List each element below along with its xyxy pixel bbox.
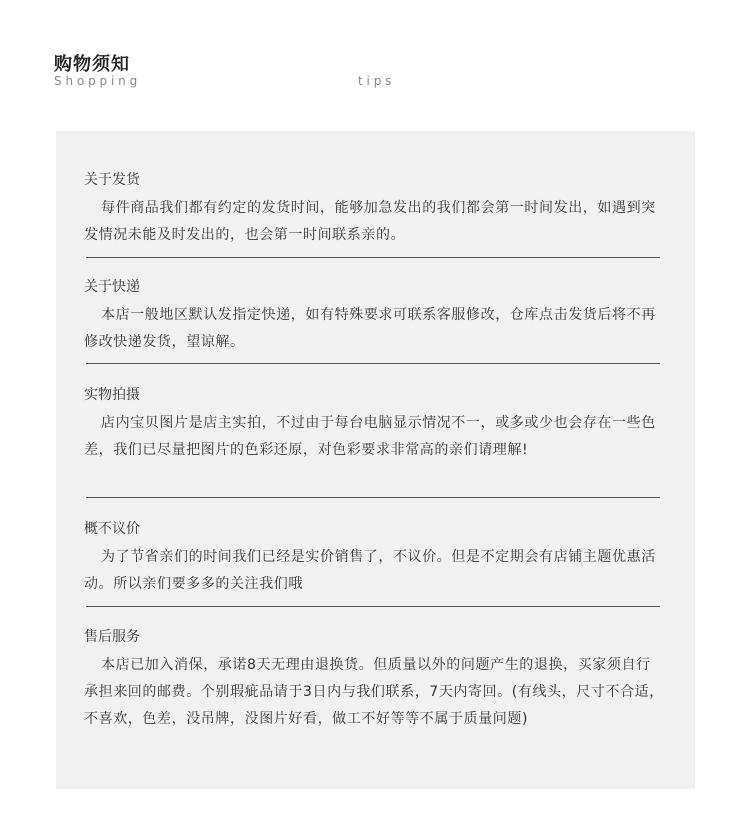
section-heading: 概不议价 — [84, 521, 140, 537]
subtitle-letter: S — [54, 74, 62, 88]
section-body: 为了节省亲们的时间我们已经是实价销售了，不议价。但是不定期会有店铺主题优惠活动。所以亲们要多多的关注我们哦 — [84, 549, 656, 592]
subtitle-word-tips — [358, 74, 456, 88]
subtitle-letter: p — [373, 74, 382, 88]
section-divider — [86, 497, 660, 498]
subtitle-letter: i — [110, 74, 115, 88]
section-after-sales — [84, 628, 664, 733]
section-heading: 关于快递 — [84, 279, 140, 295]
section-photos — [84, 386, 664, 464]
section-no-bargain — [84, 520, 664, 598]
page-title: 购物须知 — [54, 54, 130, 75]
section-divider — [86, 363, 660, 364]
section-heading: 实物拍摄 — [84, 387, 140, 403]
section-body: 每件商品我们都有约定的发货时间，能够加急发出的我们都会第一时间发出，如遇到突发情况未能及时发出的，也会第一时间联系亲的。 — [84, 200, 656, 243]
subtitle-letter: i — [366, 74, 370, 88]
shopping-tips-card — [56, 131, 695, 789]
section-heading: 售后服务 — [84, 629, 140, 645]
section-divider — [86, 606, 660, 607]
subtitle-letter: o — [76, 74, 85, 88]
section-heading: 关于发货 — [84, 172, 140, 188]
section-courier — [84, 278, 664, 356]
subtitle-word-shopping — [54, 74, 324, 88]
section-divider — [86, 257, 660, 258]
subtitle-letter: g — [129, 74, 138, 88]
section-body: 店内宝贝图片是店主实拍，不过由于每台电脑显示情况不一，或多或少也会存在一些色差，我们已尽量把图片的色彩还原，对色彩要求非常高的亲们请理解! — [84, 415, 656, 458]
page-subtitle — [54, 74, 434, 88]
section-body: 本店一般地区默认发指定快递，如有特殊要求可联系客服修改，仓库点击发货后将不再修改快递发货，望谅解。 — [84, 307, 656, 350]
subtitle-letter: h — [65, 74, 74, 88]
subtitle-letter: t — [358, 74, 363, 88]
section-shipping — [84, 171, 664, 249]
subtitle-letter: p — [88, 74, 96, 88]
section-body: 本店已加入消保，承诺8天无理由退换货。但质量以外的问题产生的退换，买家须自行承担来回的邮费。个别瑕疵品请于3日内与我们联系，7天内寄回。(有线头，尺寸不合适，不喜欢，色差，没吊牌，没图片好看，做工不好等等不属于质量问题) — [84, 657, 664, 727]
subtitle-letter: s — [385, 74, 392, 88]
subtitle-letter: n — [118, 74, 126, 88]
subtitle-letter: p — [99, 74, 108, 88]
